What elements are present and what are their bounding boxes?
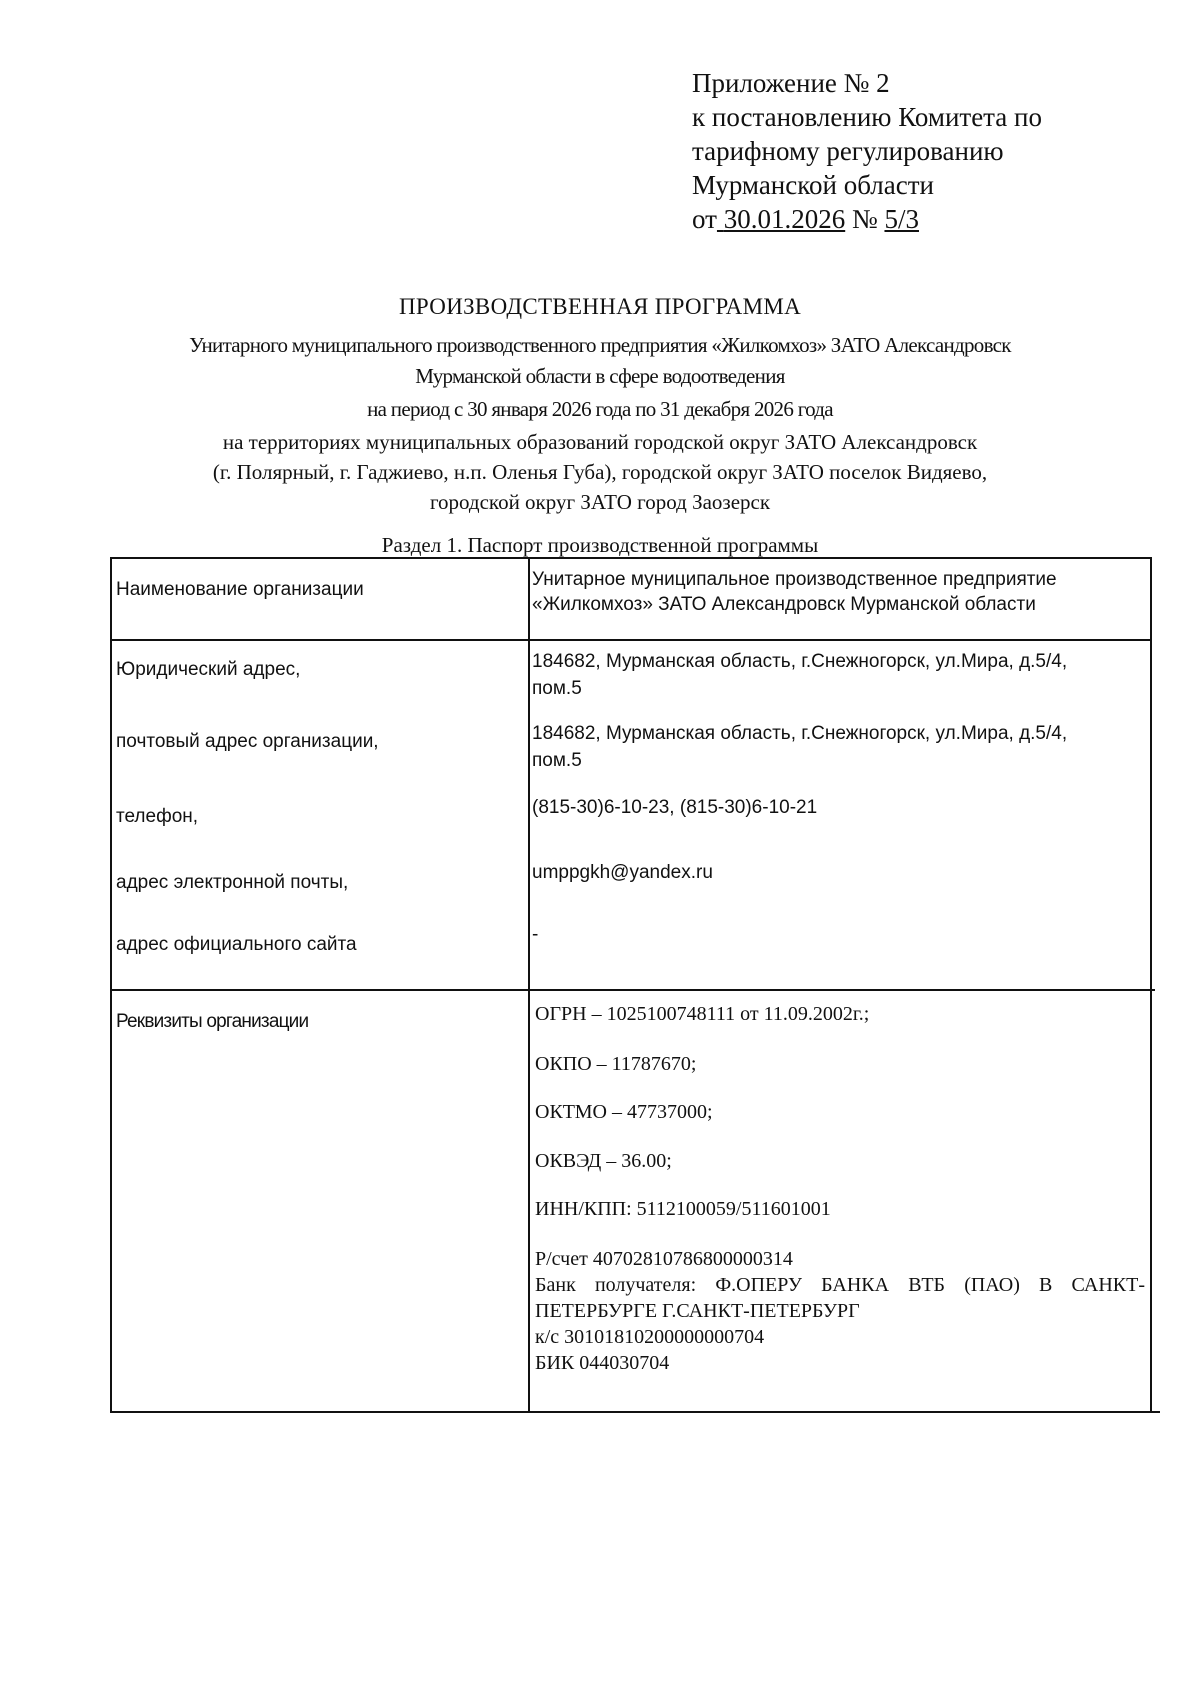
title-line: на период с 30 января 2026 года по 31 декабря 2026 года bbox=[367, 397, 833, 421]
org-name-line: «Жилкомхоз» ЗАТО Александровск Мурманской области bbox=[532, 594, 1036, 615]
number-prefix: № bbox=[851, 204, 878, 234]
org-name-label: Наименование организации bbox=[116, 579, 364, 600]
legal-address-label: Юридический адрес, bbox=[116, 659, 301, 680]
website-label: адрес официального сайта bbox=[116, 934, 357, 955]
bik-value: БИК 044030704 bbox=[535, 1352, 670, 1374]
date-prefix: от bbox=[692, 204, 717, 234]
ogrn-value: ОГРН – 1025100748111 от 11.09.2002г.; bbox=[535, 1003, 870, 1025]
phone-label: телефон, bbox=[116, 806, 199, 827]
appendix-line: к постановлению Комитета по bbox=[692, 102, 1042, 132]
title-line: (г. Полярный, г. Гаджиево, н.п. Оленья Губа), городской округ ЗАТО поселок Видяево, bbox=[212, 460, 988, 484]
account-value: Р/счет 40702810786800000314 bbox=[535, 1248, 793, 1270]
table-row-divider bbox=[110, 639, 1150, 641]
address-line: пом.5 bbox=[532, 678, 582, 699]
title-line: Унитарного муниципального производственного предприятия «Жилкомхоз» ЗАТО Александровск bbox=[189, 333, 1011, 357]
document-title: ПРОИЗВОДСТВЕННАЯ ПРОГРАММА bbox=[399, 294, 801, 319]
okved-value: ОКВЭД – 36.00; bbox=[535, 1150, 672, 1172]
phone-value: (815-30)6-10-23, (815-30)6-10-21 bbox=[532, 797, 818, 818]
resolution-number: 5/3 bbox=[884, 204, 919, 234]
section-title: Раздел 1. Паспорт производственной программы bbox=[381, 533, 819, 557]
org-name-line: Унитарное муниципальное производственное предприятие bbox=[532, 569, 1057, 590]
table-border-top bbox=[110, 557, 1150, 559]
appendix-date-line bbox=[692, 202, 1042, 236]
address-line: 184682, Мурманская область, г.Снежногорск, ул.Мира, д.5/4, bbox=[532, 651, 1068, 672]
postal-address-value bbox=[532, 721, 1142, 773]
appendix-line: тарифному регулированию bbox=[692, 136, 1004, 166]
table-border-bottom bbox=[110, 1411, 1160, 1413]
legal-address-value bbox=[532, 649, 1142, 701]
okpo-value: ОКПО – 11787670; bbox=[535, 1053, 697, 1075]
table-column-divider bbox=[528, 557, 530, 1412]
oktmo-value: ОКТМО – 47737000; bbox=[535, 1101, 713, 1123]
resolution-date: 30.01.2026 bbox=[723, 204, 846, 234]
document-title-block bbox=[0, 292, 1200, 517]
appendix-block bbox=[692, 66, 1042, 236]
inn-kpp-value: ИНН/КПП: 5112100059/511601001 bbox=[535, 1198, 831, 1220]
correspondent-account: к/с 30101810200000000704 bbox=[535, 1326, 765, 1348]
email-label: адрес электронной почты, bbox=[116, 872, 349, 893]
postal-address-label: почтовый адрес организации, bbox=[116, 731, 379, 752]
title-line: на территориях муниципальных образований городской округ ЗАТО Александровск bbox=[222, 430, 978, 454]
table-row-divider bbox=[110, 989, 1155, 991]
bank-name: Банк получателя: Ф.ОПЕРУ БАНКА ВТБ (ПАО) В САНКТ- bbox=[535, 1274, 1145, 1296]
requisites-label: Реквизиты организации bbox=[116, 1011, 309, 1032]
table-border-left bbox=[110, 557, 112, 1412]
address-line: пом.5 bbox=[532, 750, 582, 771]
bank-details bbox=[535, 1246, 1145, 1376]
appendix-line: Приложение № 2 bbox=[692, 68, 890, 98]
website-value: - bbox=[532, 924, 539, 945]
passport-table bbox=[110, 557, 1160, 1412]
title-line: Мурманской области в сфере водоотведения bbox=[415, 364, 785, 388]
bank-name-continued: ПЕТЕРБУРГЕ Г.САНКТ-ПЕТЕРБУРГ bbox=[535, 1300, 860, 1322]
email-value: umppgkh@yandex.ru bbox=[532, 862, 713, 883]
title-line: городской округ ЗАТО город Заозерск bbox=[429, 490, 771, 514]
address-line: 184682, Мурманская область, г.Снежногорск, ул.Мира, д.5/4, bbox=[532, 723, 1068, 744]
org-name-value bbox=[532, 567, 1132, 617]
appendix-line: Мурманской области bbox=[692, 170, 934, 200]
table-border-right bbox=[1150, 557, 1152, 1412]
